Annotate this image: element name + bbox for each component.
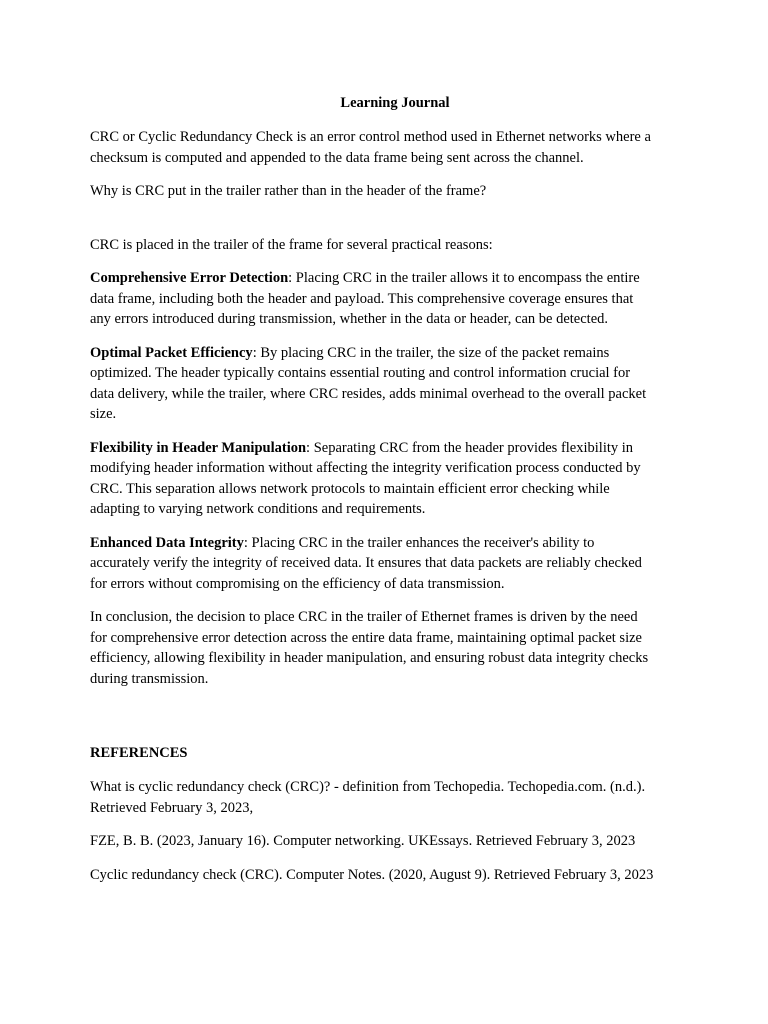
- references-heading: REFERENCES: [90, 745, 188, 761]
- conclusion-line: for comprehensive error detection across the entire data frame, maintaining optimal packet size: [90, 629, 642, 646]
- point-paragraph-header-flexibility: [90, 438, 700, 520]
- reference-line: Cyclic redundancy check (CRC). Computer Notes. (2020, August 9). Retrieved February 3, 2023: [90, 866, 654, 883]
- point-first-line: [90, 533, 700, 554]
- point-first-line: [90, 343, 700, 364]
- intro-line: checksum is computed and appended to the data frame being sent across the channel.: [90, 149, 584, 166]
- conclusion-line: efficiency, allowing flexibility in header manipulation, and ensuring robust data integrity checks: [90, 650, 649, 666]
- reference-entry: [90, 865, 700, 886]
- intro-line: CRC or Cyclic Redundancy Check is an error control method used in Ethernet networks where a: [90, 129, 651, 145]
- point-line: optimized. The header typically contains essential routing and control information crucial for: [90, 365, 631, 381]
- point-heading: Enhanced Data Integrity: [90, 534, 244, 551]
- point-line: for errors without compromising on the efficiency of data transmission.: [90, 575, 505, 592]
- point-paragraph-error-detection: [90, 268, 700, 330]
- reference-line: FZE, B. B. (2023, January 16). Computer networking. UKEssays. Retrieved February 3, 2023: [90, 833, 636, 849]
- point-line: adapting to varying network conditions and requirements.: [90, 501, 426, 517]
- point-line: any errors introduced during transmission, whether in the data or header, can be detected.: [90, 311, 609, 327]
- point-first-line-text: : By placing CRC in the trailer, the size of the packet remains: [252, 344, 610, 361]
- reference-line: Retrieved February 3, 2023,: [90, 799, 254, 816]
- question-line: Why is CRC put in the trailer rather than in the header of the frame?: [90, 183, 487, 199]
- conclusion-line: during transmission.: [90, 670, 209, 687]
- point-first-line-text: : Placing CRC in the trailer enhances the receiver's ability to: [243, 534, 595, 551]
- point-heading: Flexibility in Header Manipulation: [90, 439, 307, 456]
- conclusion-paragraph: [90, 607, 700, 689]
- reference-line: What is cyclic redundancy check (CRC)? - definition from Techopedia. Techopedia.com. (n.d.).: [90, 779, 646, 795]
- document-body: [90, 93, 700, 885]
- document-title: Learning Journal: [340, 95, 450, 111]
- point-paragraph-data-integrity: [90, 533, 700, 595]
- question-paragraph: [90, 181, 700, 202]
- reasons-intro-line: CRC is placed in the trailer of the frame for several practical reasons:: [90, 236, 493, 253]
- point-line: data frame, including both the header and payload. This comprehensive coverage ensures that: [90, 290, 634, 307]
- reasons-intro-paragraph: [90, 235, 700, 256]
- point-first-line: [90, 438, 700, 459]
- point-line: CRC. This separation allows network protocols to maintain efficient error checking while: [90, 480, 610, 497]
- reference-entry: [90, 777, 700, 818]
- reference-entry: [90, 831, 700, 852]
- point-paragraph-packet-efficiency: [90, 343, 700, 425]
- point-first-line-text: : Placing CRC in the trailer allows it to encompass the entire: [288, 270, 640, 286]
- point-first-line: [90, 268, 700, 289]
- point-line: modifying header information without affecting the integrity verification process conducted by: [90, 460, 641, 476]
- point-line: accurately verify the integrity of received data. It ensures that data packets are reliably checked: [90, 555, 642, 571]
- point-line: data delivery, while the trailer, where CRC resides, adds minimal overhead to the overall packet: [90, 385, 647, 402]
- point-heading: Optimal Packet Efficiency: [90, 344, 253, 361]
- intro-paragraph: [90, 127, 700, 168]
- point-heading: Comprehensive Error Detection: [90, 270, 289, 286]
- point-line: size.: [90, 406, 117, 422]
- point-first-line-text: : Separating CRC from the header provides flexibility in: [306, 439, 634, 456]
- conclusion-line: In conclusion, the decision to place CRC in the trailer of Ethernet frames is driven by the need: [90, 609, 638, 625]
